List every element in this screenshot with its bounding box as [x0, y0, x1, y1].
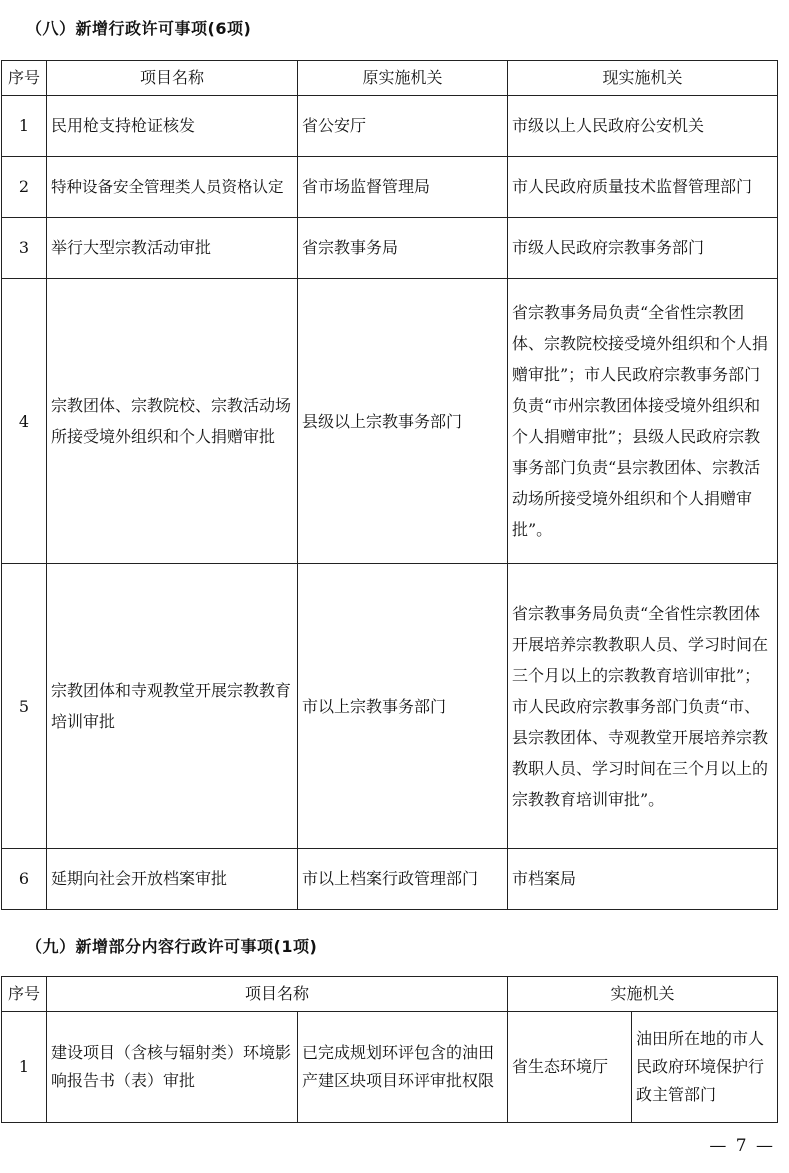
row-scope: 已完成规划环评包含的油田产建区块项目环评审批权限: [298, 1012, 508, 1123]
row-no: 6: [2, 849, 47, 910]
table-row: [2, 96, 778, 157]
row-current: 省宗教事务局负责“全省性宗教团体开展培养宗教教职人员、学习时间在三个月以上的宗教教育培训审批”；市人民政府宗教事务部门负责“市、县宗教团体、寺观教堂开展培养宗教教职人员、学习时间在三个月以上的宗教教育培训审批”。: [508, 564, 778, 849]
section-9-table: [1, 976, 778, 1123]
row-current: 省宗教事务局负责“全省性宗教团体、宗教院校接受境外组织和个人捐赠审批”；市人民政府宗教事务部门负责“市州宗教团体接受境外组织和个人捐赠审批”；县级人民政府宗教事务部门负责“县宗教团体、宗教活动场所接受境外组织和个人捐赠审批”。: [508, 279, 778, 564]
row-original: 省生态环境厅: [508, 1012, 632, 1123]
header-original: 原实施机关: [298, 61, 508, 96]
row-name: 延期向社会开放档案审批: [47, 849, 298, 910]
header-name: 项目名称: [47, 977, 508, 1012]
row-original: 市以上宗教事务部门: [298, 564, 508, 849]
row-no: 1: [2, 96, 47, 157]
section-9-heading: （九）新增部分内容行政许可事项(1项): [26, 937, 318, 956]
table-row: [2, 218, 778, 279]
header-no: 序号: [2, 61, 47, 96]
row-name: 民用枪支持枪证核发: [47, 96, 298, 157]
row-no: 1: [2, 1012, 47, 1123]
row-original: 省宗教事务局: [298, 218, 508, 279]
row-current: 市级以上人民政府公安机关: [508, 96, 778, 157]
table-row: [2, 157, 778, 218]
row-original: 市以上档案行政管理部门: [298, 849, 508, 910]
row-name: 宗教团体、宗教院校、宗教活动场所接受境外组织和个人捐赠审批: [47, 279, 298, 564]
page-number: — 7 —: [709, 1136, 775, 1156]
table-row: [2, 1012, 778, 1123]
row-no: 5: [2, 564, 47, 849]
header-current: 现实施机关: [508, 61, 778, 96]
row-current: 油田所在地的市人民政府环境保护行政主管部门: [632, 1012, 778, 1123]
section-8-table: [1, 60, 778, 910]
header-name: 项目名称: [47, 61, 298, 96]
row-original: 县级以上宗教事务部门: [298, 279, 508, 564]
row-name: 举行大型宗教活动审批: [47, 218, 298, 279]
row-no: 2: [2, 157, 47, 218]
table-header-row: [2, 61, 778, 96]
table-row: [2, 849, 778, 910]
table-row: [2, 279, 778, 564]
row-name: 特种设备安全管理类人员资格认定: [47, 157, 298, 218]
section-8-heading: （八）新增行政许可事项(6项): [26, 19, 252, 38]
table-row: [2, 564, 778, 849]
row-name: 宗教团体和寺观教堂开展宗教教育培训审批: [47, 564, 298, 849]
table-header-row: [2, 977, 778, 1012]
row-current: 市人民政府质量技术监督管理部门: [508, 157, 778, 218]
header-no: 序号: [2, 977, 47, 1012]
row-current: 市级人民政府宗教事务部门: [508, 218, 778, 279]
row-no: 3: [2, 218, 47, 279]
header-authority: 实施机关: [508, 977, 778, 1012]
row-no: 4: [2, 279, 47, 564]
row-current: 市档案局: [508, 849, 778, 910]
row-original: 省公安厅: [298, 96, 508, 157]
row-name: 建设项目（含核与辐射类）环境影响报告书（表）审批: [47, 1012, 298, 1123]
row-original: 省市场监督管理局: [298, 157, 508, 218]
